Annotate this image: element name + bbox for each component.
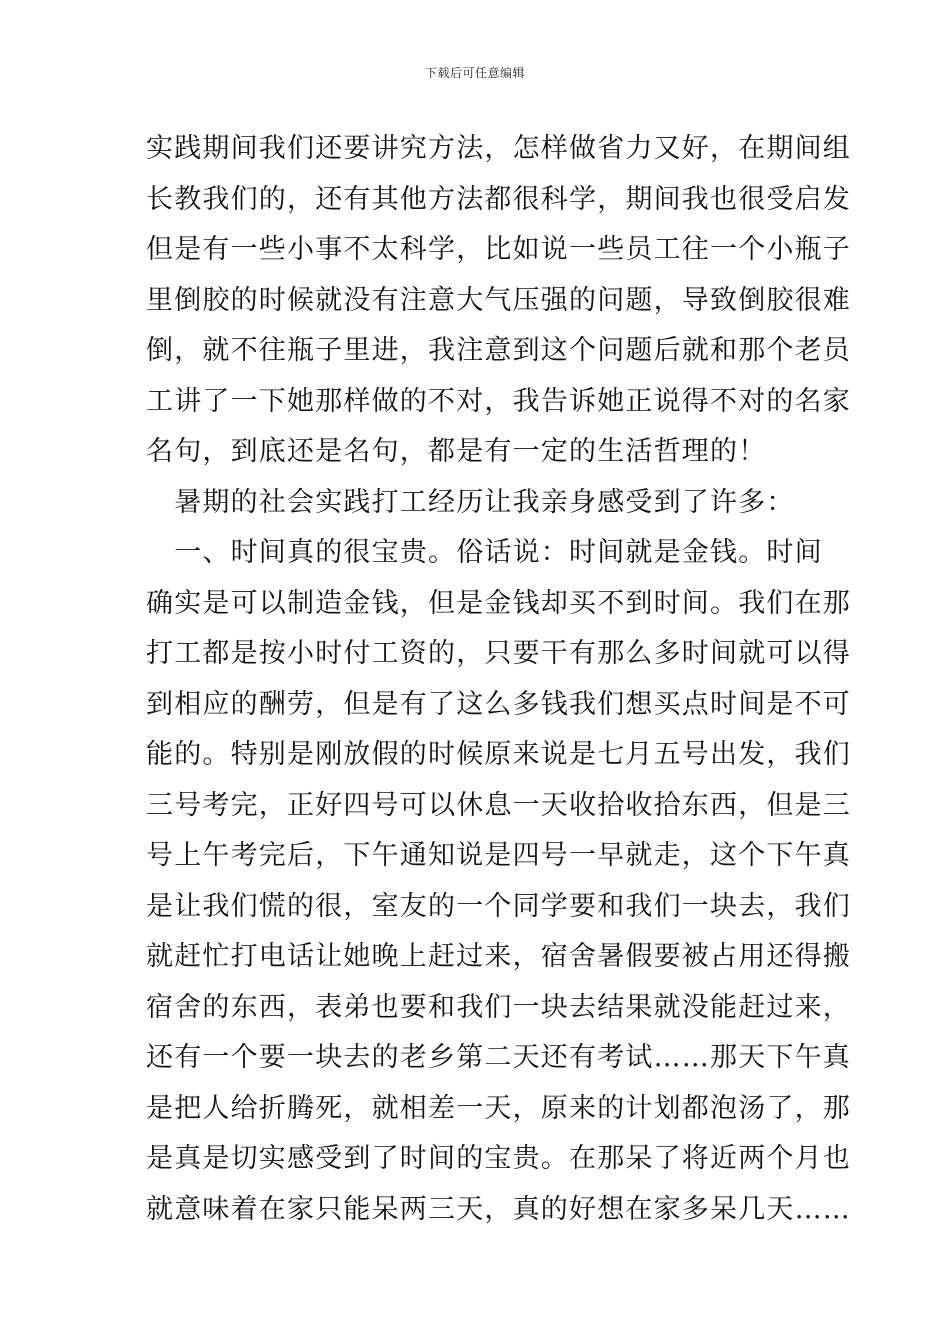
- text-line: 是真是切实感受到了时间的宝贵。在那呆了将近两个月也: [146, 1143, 851, 1174]
- text-line: 是让我们慌的很，室友的一个同学要和我们一块去，我们: [146, 890, 851, 922]
- text-line: 里倒胶的时候就没有注意大气压强的问题，导致倒胶很难: [146, 284, 851, 316]
- text-line: 还有一个要一块去的老乡第二天还有考试……那天下午真: [146, 1042, 851, 1073]
- text-line: 打工都是按小时付工资的，只要干有那么多时间就可以得: [146, 638, 851, 669]
- text-line: 就赶忙打电话让她晚上赶过来，宿舍暑假要被占用还得搬: [146, 941, 851, 972]
- text-line: 实践期间我们还要讲究方法，怎样做省力又好，在期间组: [146, 133, 851, 164]
- text-line: 暑期的社会实践打工经历让我亲身感受到了许多：: [146, 486, 795, 518]
- text-line: 确实是可以制造金钱，但是金钱却买不到时间。我们在那: [146, 587, 851, 619]
- document-body: [146, 124, 851, 1235]
- text-line: 三号考完，正好四号可以休息一天收拾收拾东西，但是三: [146, 789, 851, 821]
- text-line: 但是有一些小事不太科学，比如说一些员工往一个小瓶子: [146, 234, 851, 265]
- text-line: 就意味着在家只能呆两三天，真的好想在家多呆几天……: [146, 1193, 851, 1225]
- page-header: 下载后可任意编辑: [424, 66, 525, 80]
- text-line: 长教我们的，还有其他方法都很科学，期间我也很受启发: [146, 183, 851, 215]
- text-line: 是把人给折腾死，就相差一天，原来的计划都泡汤了，那: [146, 1092, 851, 1124]
- text-line: 一、时间真的很宝贵。俗话说：时间就是金钱。时间: [146, 537, 823, 568]
- text-line: 到相应的酬劳，但是有了这么多钱我们想买点时间是不可: [146, 688, 851, 720]
- text-line: 工讲了一下她那样做的不对，我告诉她正说得不对的名家: [146, 385, 851, 417]
- text-line: 号上午考完后，下午通知说是四号一早就走，这个下午真: [146, 840, 851, 871]
- text-line: 倒，就不往瓶子里进，我注意到这个问题后就和那个老员: [146, 335, 851, 366]
- text-line: 名句，到底还是名句，都是有一定的生活哲理的！: [146, 436, 767, 467]
- text-line: 宿舍的东西，表弟也要和我们一块去结果就没能赶过来，: [146, 991, 851, 1023]
- text-line: 能的。特别是刚放假的时候原来说是七月五号出发，我们: [146, 739, 851, 770]
